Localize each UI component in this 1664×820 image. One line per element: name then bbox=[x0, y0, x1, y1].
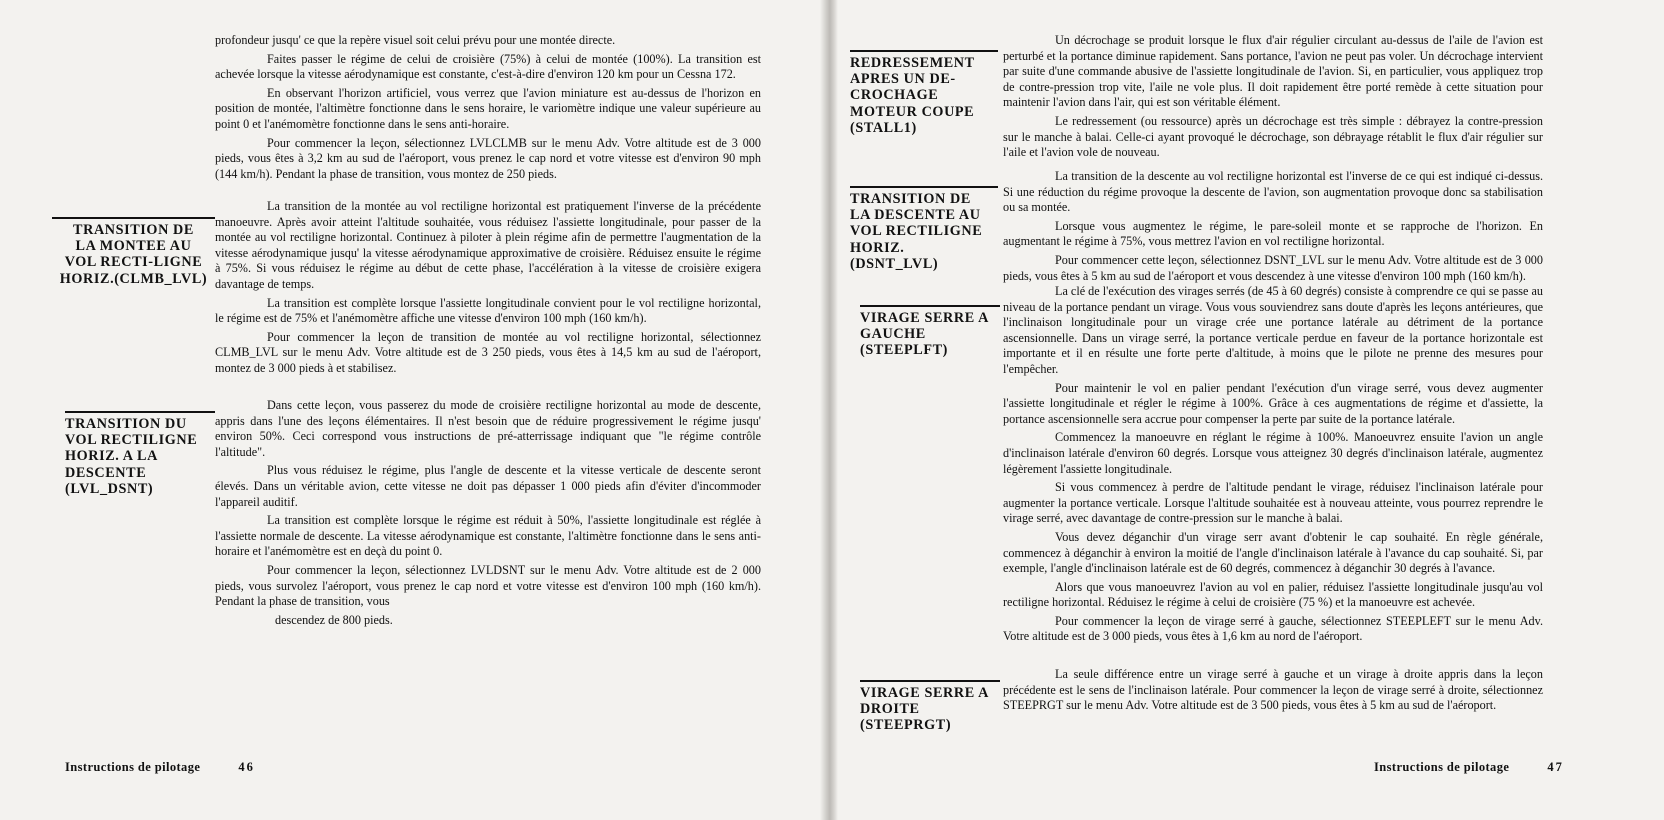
paragraph: Vous devez déganchir d'un virage serr avant d'obtenir le cap souhaité. En règle générale, commencez à déganchir à environ la moitié de l'angle d'inclinaison latérale à l'avance du cap souhaité. Si, par exemple, l'angle d'inclinaison latérale est de 60 degrés, commencez à déganchir 30 degrés à l'avance. bbox=[1003, 529, 1543, 576]
section-text-stall1 bbox=[1003, 33, 1543, 164]
section-text-steeprgt bbox=[1003, 667, 1543, 717]
page-footer bbox=[1374, 760, 1564, 775]
paragraph: La transition de la montée au vol rectiligne horizontal est pratiquement l'inverse de la précédente manoeuvre. Après avoir atteint l'altitude souhaitée, vous réduisez l'assiette longitudinale, pour passer de la montée au vol rectiligne horizontal. Continuez à piloter à plein régime afin de permettre l'augmentation de la vitesse aérodynamique jusqu' la vitesse aérodynamique approximative de croisière. Réduisez ensuite le régime à 75%. Si vous réduisez le régime au début de cette phase, l'accélération à la vitesse de croisière exigera davantage de temps. bbox=[215, 199, 761, 291]
paragraph: descendez de 800 pieds. bbox=[275, 612, 393, 627]
paragraph: Si vous commencez à perdre de l'altitude pendant le virage, réduisez l'inclinaison latérale pour augmenter la portance verticale. Lorsque l'altitude souhaitée est à nouveau atteinte, vous pourrez reprendre le virage serré, avec davantage de contre-pression sur le manche à balai. bbox=[1003, 480, 1543, 526]
section-text-dsnt-lvl bbox=[1003, 169, 1543, 287]
paragraph: La clé de l'exécution des virages serrés (de 45 à 60 degrés) consiste à comprendre ce qui se passe au niveau de la portance pendant un virage. Vous vous souviendrez sans doute d'après les leçons antérieures, que l'inclinaison longitudinale pour un virage crée une portance latérale au détriment de la portance ascensionnelle. Dans un virage serré, la portance verticale perdue en faveur de la portance horizontale est importante et il en résulte une forte perte d'altitude, à moins que le pilote ne prenne des mesures pour l'empêcher. bbox=[1003, 284, 1543, 376]
paragraph: Le redressement (ou ressource) après un décrochage est très simple : débrayez la contre-pression sur le manche à balai. Celle-ci ayant provoqué le décrochage, son débrayage rétablit le flux d'air régulier sur l'aile et l'avion vole de nouveau. bbox=[1003, 113, 1543, 160]
paragraph: En observant l'horizon artificiel, vous verrez que l'avion miniature est au-dessus de l'horizon en position de montée, l'altimètre fonctionne dans le sens horaire, le variomètre indique une valeur supérieure au point 0 et l'anémomètre fonctionne dans le sens anti-horaire. bbox=[215, 85, 761, 131]
paragraph: Lorsque vous augmentez le régime, le pare-soleil monte et se rapproche de l'horizon. En augmentant le régime à 75%, vous mettrez l'avion en vol rectiligne horizontal. bbox=[1003, 218, 1543, 249]
paragraph: Faites passer le régime de celui de croisière (75%) à celui de montée (100%). La transition est achevée lorsque la vitesse aérodynamique est constante, c'est-à-dire d'environ 120 km pour un Cessna 172. bbox=[215, 51, 761, 82]
page-footer bbox=[65, 760, 255, 775]
footer-title: Instructions de pilotage bbox=[1374, 760, 1510, 774]
paragraph: Pour commencer cette leçon, sélectionnez DSNT_LVL sur le menu Adv. Votre altitude est de 3 000 pieds, vous êtes à 5 km au sud de l'aéroport et vous descendez à une vitesse d'environ 100 mph (160 km/h). bbox=[1003, 252, 1543, 283]
section-heading-steeprgt: VIRAGE SERRE A DROITE (STEEPRGT) bbox=[860, 680, 1000, 734]
page-number: 47 bbox=[1547, 760, 1564, 774]
book-gutter bbox=[820, 0, 838, 820]
paragraph: Pour commencer la leçon, sélectionnez LVLDSNT sur le menu Adv. Votre altitude est de 2 000 pieds, vous survolez l'aéroport, vous prenez le cap nord et votre vitesse est d'environ 100 mph (160 km/h). Pendant la phase de transition, vous bbox=[215, 562, 761, 609]
paragraph: Pour commencer la leçon de transition de montée au vol rectiligne horizontal, sélectionnez CLMB_LVL sur le menu Adv. Votre altitude est de 3 250 pieds, vous êtes à 14,5 km au sud de l'aéroport, montez de 3 000 pieds à et stabilisez. bbox=[215, 329, 761, 375]
section-heading-steeplft: VIRAGE SERRE A GAUCHE (STEEPLFT) bbox=[860, 305, 1000, 359]
paragraph: La transition est complète lorsque le régime est réduit à 50%, l'assiette longitudinale est réglée à l'assiette normale de descente. La vitesse aérodynamique est constante, l'altimètre fonctionne dans le sens anti-horaire et l'anémomètre est en deçà du point 0. bbox=[215, 513, 761, 559]
paragraph: Un décrochage se produit lorsque le flux d'air régulier circulant au-dessus de l'aile de l'avion est perturbé et la portance diminue rapidement. Sans portance, l'avion ne peut pas voler. Un décrochage intervient par suite d'une commande abusive de l'assiette longitudinale de l'avion. Si, en particulier, vous appliquez trop de contre-pression trop vite, l'aile ne vole plus. Il doit rapidement être porté remède à cette situation pour maintenir l'avion dans l'air, qui est son véritable élément. bbox=[1003, 33, 1543, 110]
section-heading-lvl-dsnt: TRANSITION DU VOL RECTILIGNE HORIZ. A LA DESCENTE (LVL_DSNT) bbox=[65, 411, 215, 497]
section-heading-stall1: REDRESSEMENT APRES UN DE- CROCHAGE MOTEUR COUPE (STALL1) bbox=[850, 50, 998, 136]
section-heading-clmb-lvl: TRANSITION DE LA MONTEE AU VOL RECTI-LIGNE HORIZ.(CLMB_LVL) bbox=[52, 217, 215, 287]
paragraph: Commencez la manoeuvre en réglant le régime à 100%. Manoeuvrez ensuite l'avion un angle d'inclinaison latérale d'environ 60 degrés. Lorsque vous atteignez 30 degrés d'inclinaison latérale, augmentez légèrement l'assiette longitudinale. bbox=[1003, 430, 1543, 476]
section-text-clmb-lvl bbox=[215, 199, 761, 380]
paragraph: Pour maintenir le vol en palier pendant l'exécution d'un virage serré, vous devez augmenter l'assiette longitudinale et régler le régime à 100%. Grâce à ces augmentations de régime et d'assiette, la portance ascensionnelle sera accrue pour compenser la perte par suite de la portance latérale. bbox=[1003, 380, 1543, 426]
paragraph: La transition de la descente au vol rectiligne horizontal est l'inverse de ce qui est indiqué ci-dessus. Si une réduction du régime provoque la descente de l'avion, son augmentation provoque donc sa stabilisation ou sa montée. bbox=[1003, 169, 1543, 215]
footer-title: Instructions de pilotage bbox=[65, 760, 201, 774]
paragraph: Plus vous réduisez le régime, plus l'angle de descente et la vitesse verticale de descente seront élevés. Dans un véritable avion, cette vitesse ne doit pas dépasser 1 000 pieds afin d'éviter d'incommoder l'appareil auditif. bbox=[215, 463, 761, 509]
section-text-steeplft bbox=[1003, 284, 1543, 648]
right-page bbox=[838, 0, 1664, 820]
paragraph: Pour commencer la leçon de virage serré à gauche, sélectionnez STEEPLEFT sur le menu Adv. Votre altitude est de 3 000 pieds, vous êtes à 1,6 km au nord de l'aéroport. bbox=[1003, 613, 1543, 644]
section-text-lvl-dsnt bbox=[215, 398, 761, 631]
left-page bbox=[0, 0, 820, 820]
intro-text bbox=[215, 33, 761, 185]
paragraph: Pour commencer la leçon, sélectionnez LVLCLMB sur le menu Adv. Votre altitude est de 3 000 pieds, vous êtes à 3,2 km au sud de l'aéroport, vous prenez le cap nord et votre vitesse est d'environ 90 mph (144 km/h). Pendant la phase de transition, vous montez de 250 pieds. bbox=[215, 135, 761, 181]
paragraph: La seule différence entre un virage serré à gauche et un virage à droite appris dans la leçon précédente est le sens de l'inclinaison latérale. Pour commencer la leçon de virage serré à droite, sélectionnez STEEPRGT sur le menu Adv. Votre altitude est de 3 500 pieds, vous êtes à 5 km au sud de l'aéroport. bbox=[1003, 667, 1543, 713]
section-heading-dsnt-lvl: TRANSITION DE LA DESCENTE AU VOL RECTILIGNE HORIZ. (DSNT_LVL) bbox=[850, 186, 998, 272]
page-number: 46 bbox=[238, 760, 255, 774]
paragraph: Alors que vous manoeuvrez l'avion au vol en palier, réduisez l'assiette longitudinale jusqu'au vol rectiligne horizontal. Réduisez le régime à celui de croisière (75 %) et la manoeuvre est achevée. bbox=[1003, 579, 1543, 610]
paragraph: La transition est complète lorsque l'assiette longitudinale convient pour le vol rectiligne horizontal, le régime est de 75% et l'anémomètre affiche une vitesse d'environ 100 mph (160 km/h). bbox=[215, 295, 761, 326]
paragraph: Dans cette leçon, vous passerez du mode de croisière rectiligne horizontal au mode de descente, appris dans l'une des leçons élémentaires. Il n'est besoin que de réduire progressivement le régime jusqu' environ 50%. Ceci correspond vous instructions de pré-atterrissage indiquant que "le régime contrôle l'altitude". bbox=[215, 398, 761, 459]
paragraph: profondeur jusqu' ce que la repère visuel soit celui prévu pour une montée directe. bbox=[215, 33, 616, 47]
